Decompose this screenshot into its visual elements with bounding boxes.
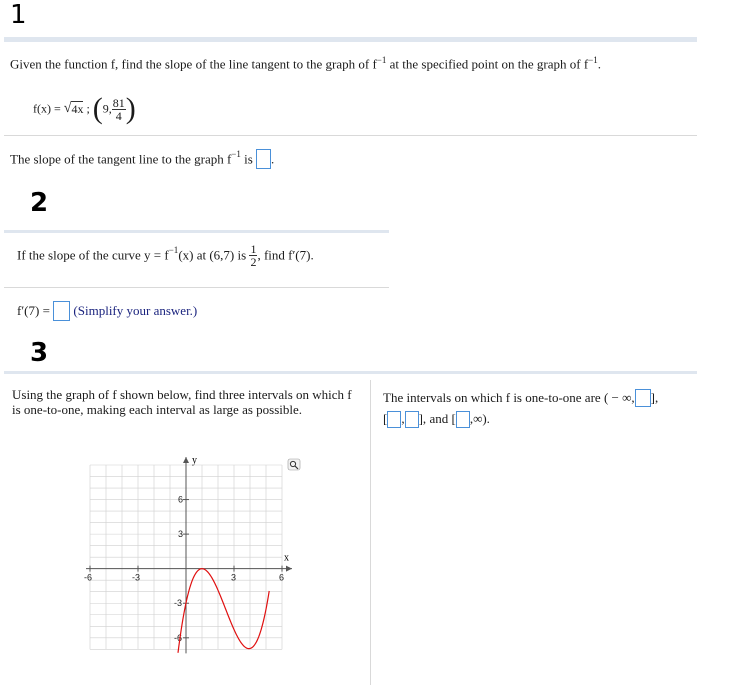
y-tick-label: 6 — [178, 494, 184, 505]
q1-divider — [4, 135, 697, 136]
x-tick-label: 3 — [231, 572, 237, 583]
q2-instruction: If the slope of the curve $y = f^{-1}(x)$ at (6,7) is $\frac{1}{2}$ , find f′(7). — [17, 242, 314, 269]
interval2-start-input[interactable] — [387, 411, 401, 428]
q2-top-border — [4, 230, 389, 233]
y-tick-label: 3 — [178, 529, 184, 540]
q3-instruction: Using the graph of f shown below, find three intervals on which f is one-to-one, making each interval as large as possible. — [12, 387, 352, 417]
q3-answer: The intervals on which f is one-to-one are ( − ∞, ], [ , ], and [ ,∞). — [383, 390, 659, 427]
slope-answer-input[interactable] — [256, 149, 271, 169]
marker-1: 1 — [10, 0, 27, 30]
q2-divider — [4, 287, 389, 288]
y-tick-label: -3 — [174, 598, 183, 609]
y-axis-arrow — [183, 457, 189, 463]
y-axis-label: y — [192, 455, 197, 466]
marker-3: 3 — [30, 338, 49, 368]
graph-axes — [86, 457, 292, 653]
derivative-answer-input[interactable] — [53, 301, 70, 321]
x-axis-arrow — [286, 566, 292, 572]
interval3-start-input[interactable] — [456, 411, 470, 428]
q1-answer: The slope of the tangent line to the graph $f^{-1}$ is . — [10, 149, 274, 169]
q1-function: f(x) = √4x ; (9, $\frac{81}{4}$ ) — [33, 92, 136, 125]
slope-fraction: $\frac{1}{2}$ — [250, 242, 257, 269]
function-graph — [80, 455, 310, 675]
y-tick-label: -6 — [174, 632, 183, 643]
x-tick-label: 6 — [279, 572, 285, 583]
interval1-end-input[interactable] — [635, 389, 651, 407]
sqrt-symbol: √ — [63, 101, 72, 116]
magnifier-icon[interactable] — [288, 459, 300, 470]
q1-instruction: Given the function f, find the slope of the line tangent to the graph of $f^{-1}$ at the specified point on the graph of $f^{-1}$. — [10, 55, 602, 72]
interval2-end-input[interactable] — [405, 411, 419, 428]
q2-answer: f′(7) = (Simplify your answer.) — [17, 301, 197, 321]
x-axis-label: x — [284, 552, 289, 564]
q3-vertical-divider — [370, 380, 371, 685]
q3-top-border — [4, 371, 697, 374]
function-curve — [178, 569, 269, 653]
q1-top-border — [4, 37, 697, 42]
x-tick-label: -3 — [132, 572, 141, 583]
marker-2: 2 — [30, 188, 49, 218]
x-tick-label: -6 — [84, 572, 93, 583]
point-fraction: $\frac{81}{4}$ — [112, 95, 125, 123]
